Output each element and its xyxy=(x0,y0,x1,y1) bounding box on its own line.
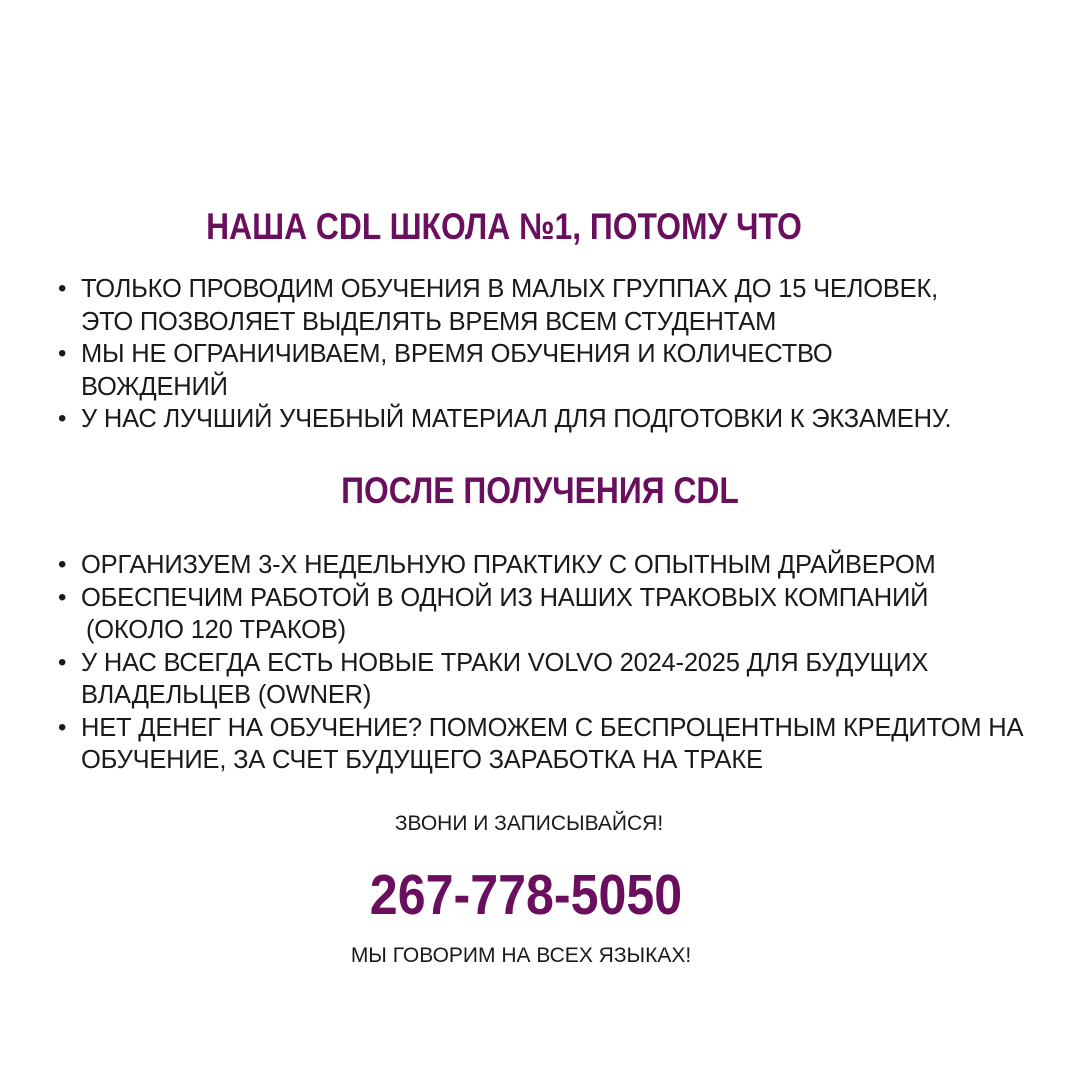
list-item xyxy=(56,712,1066,777)
bullet-icon: • xyxy=(58,275,67,302)
list-item xyxy=(56,338,1066,403)
list-item xyxy=(56,647,1066,712)
list-item-line: ВОЖДЕНИЙ xyxy=(81,372,228,401)
heading-why-school: НАША CDL ШКОЛА №1, ПОТОМУ ЧТО xyxy=(206,206,802,247)
list-item-line: ОРГАНИЗУЕМ 3-Х НЕДЕЛЬНУЮ ПРАКТИКУ С ОПЫТНЫМ ДРАЙВЕРОМ xyxy=(81,551,936,579)
list-item-line: ОБЕСПЕЧИМ РАБОТОЙ В ОДНОЙ ИЗ НАШИХ ТРАКОВЫХ КОМПАНИЙ xyxy=(81,583,929,612)
advantages-list xyxy=(56,273,1066,436)
bullet-icon: • xyxy=(58,648,67,676)
bullet-icon: • xyxy=(58,551,67,578)
list-item-line: У НАС ВСЕГДА ЕСТЬ НОВЫЕ ТРАКИ VOLVO 2024-2025 ДЛЯ БУДУЩИХ xyxy=(81,648,929,677)
list-item xyxy=(56,549,1066,582)
list-item xyxy=(56,403,1066,436)
heading-after-cdl: ПОСЛЕ ПОЛУЧЕНИЯ CDL xyxy=(341,470,739,511)
list-item xyxy=(56,273,1066,338)
list-item-line: (ОКОЛО 120 ТРАКОВ) xyxy=(86,616,346,644)
languages-note: МЫ ГОВОРИМ НА ВСЕХ ЯЗЫКАХ! xyxy=(350,944,692,967)
list-item-line: ОБУЧЕНИЕ, ЗА СЧЕТ БУДУЩЕГО ЗАРАБОТКА НА ТРАКЕ xyxy=(81,746,763,774)
list-item-line: ЭТО ПОЗВОЛЯЕТ ВЫДЕЛЯТЬ ВРЕМЯ ВСЕМ СТУДЕНТАМ xyxy=(81,307,777,336)
list-item-line: НЕТ ДЕНЕГ НА ОБУЧЕНИЕ? ПОМОЖЕМ С БЕСПРОЦЕНТНЫМ КРЕДИТОМ НА xyxy=(81,713,1024,742)
list-item-line: У НАС ЛУЧШИЙ УЧЕБНЫЙ МАТЕРИАЛ ДЛЯ ПОДГОТОВКИ К ЭКЗАМЕНУ. xyxy=(81,405,952,433)
list-item-line: ВЛАДЕЛЬЦЕВ (OWNER) xyxy=(81,681,372,709)
phone-number[interactable]: 267-778-5050 xyxy=(369,863,683,927)
call-to-action: ЗВОНИ И ЗАПИСЫВАЙСЯ! xyxy=(394,812,664,835)
bullet-icon: • xyxy=(58,713,67,741)
bullet-icon: • xyxy=(58,405,67,432)
list-item-line: ТОЛЬКО ПРОВОДИМ ОБУЧЕНИЯ В МАЛЫХ ГРУППАХ ДО 15 ЧЕЛОВЕК, xyxy=(81,275,939,303)
after-cdl-list xyxy=(56,549,1066,777)
list-item xyxy=(56,582,1066,647)
bullet-icon: • xyxy=(58,583,67,611)
list-item-line: МЫ НЕ ОГРАНИЧИВАЕМ, ВРЕМЯ ОБУЧЕНИЯ И КОЛИЧЕСТВО xyxy=(81,340,833,368)
bullet-icon: • xyxy=(58,340,67,367)
